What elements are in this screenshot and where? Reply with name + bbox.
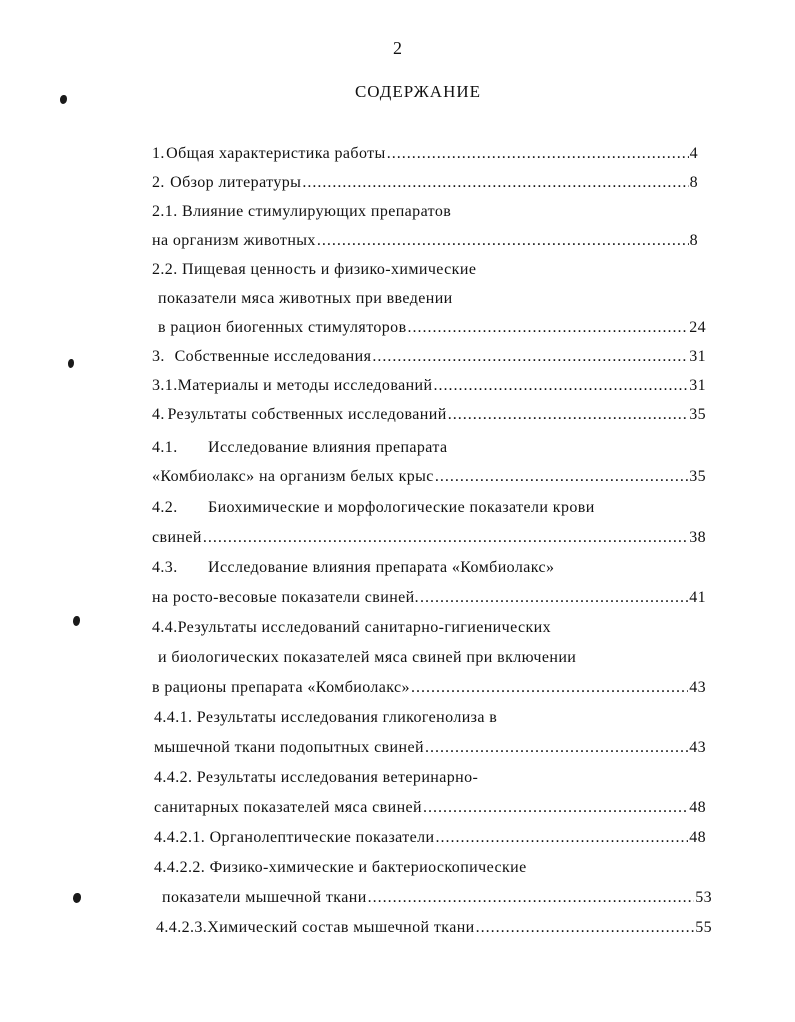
toc-page: 24 (689, 319, 706, 336)
toc-page: 41 (689, 589, 706, 606)
toc-entry[interactable] (152, 586, 706, 610)
toc-leader (436, 826, 689, 850)
toc-title: 2.1. Влияние стимулирующих препаратов (152, 203, 452, 220)
toc-page: 8 (689, 174, 698, 191)
toc-title: Исследование влияния препарата (208, 439, 448, 456)
toc-title: 2.2. Пищевая ценность и физико-химические (152, 261, 477, 278)
toc-entry[interactable] (152, 616, 551, 640)
toc-leader (420, 586, 688, 610)
toc-number: 4.1. (152, 439, 178, 456)
toc-number: 3. (152, 348, 165, 365)
toc-title: показатели мяса животных при введении (158, 290, 453, 307)
toc-title: мышечной ткани подопытных свиней (154, 739, 424, 756)
toc-title: 4.4.2.2. Физико-химические и бактериоскопические (154, 859, 527, 876)
toc-entry[interactable] (152, 436, 447, 460)
page-title: СОДЕРЖАНИЕ (354, 82, 482, 101)
toc-number: 3.1. (152, 377, 178, 394)
scan-speck (73, 616, 80, 626)
toc-leader (411, 676, 688, 700)
toc-title: в рацион биогенных стимуляторов (158, 319, 407, 336)
toc-title: «Комбиолакс» на организм белых крыс (152, 468, 434, 485)
toc-page: 8 (689, 232, 698, 249)
toc-entry[interactable] (154, 766, 478, 790)
page-number: 2 (393, 38, 402, 58)
toc-title: Результаты собственных исследований (167, 406, 447, 423)
toc-leader (423, 796, 688, 820)
toc-entry[interactable] (152, 403, 706, 427)
toc-entry[interactable] (152, 142, 698, 166)
toc-title: показатели мышечной ткани (162, 889, 367, 906)
toc-page: 43 (689, 739, 706, 756)
scan-speck (60, 95, 67, 104)
scan-speck (68, 359, 74, 368)
toc-entry[interactable] (152, 465, 706, 489)
toc-leader (476, 916, 695, 940)
toc-title: Исследование влияния препарата «Комбиолакс» (208, 559, 555, 576)
toc-title: Биохимические и морфологические показатели крови (208, 499, 595, 516)
toc-title: Материалы и методы исследований (177, 377, 433, 394)
toc-title: 4.4.2.3.Химический состав мышечной ткани (156, 919, 475, 936)
toc-number: 4.3. (152, 559, 178, 576)
toc-leader (302, 171, 688, 195)
toc-page: 43 (689, 679, 706, 696)
toc-leader (433, 374, 688, 398)
toc-page: 38 (689, 529, 706, 546)
scan-speck (73, 893, 81, 903)
toc-entry[interactable] (162, 886, 712, 910)
toc-page: 48 (689, 799, 706, 816)
toc-title: Обзор литературы (170, 174, 302, 191)
toc-number: 1. (152, 145, 165, 162)
toc-entry[interactable] (154, 706, 497, 730)
toc-title: санитарных показателей мяса свиней (154, 799, 422, 816)
toc-leader (203, 526, 688, 550)
toc-number: 4. (152, 406, 165, 423)
toc-entry[interactable] (152, 676, 706, 700)
toc-page: 55 (695, 919, 712, 936)
toc-leader (448, 403, 689, 427)
toc-leader (387, 142, 689, 166)
toc-entry[interactable] (152, 374, 706, 398)
toc-entry[interactable] (154, 856, 527, 880)
toc-title: 4.4.2.1. Органолептические показатели (154, 829, 435, 846)
toc-entry[interactable] (158, 316, 706, 340)
toc-page: 35 (689, 406, 706, 423)
toc-title: на организм животных (152, 232, 316, 249)
toc-leader (317, 229, 689, 253)
toc-leader (435, 465, 688, 489)
toc-title: свиней (152, 529, 202, 546)
toc-leader (425, 736, 688, 760)
toc-leader (368, 886, 695, 910)
toc-title: Собственные исследования (174, 348, 372, 365)
toc-leader (372, 345, 688, 369)
toc-page: 35 (689, 468, 706, 485)
toc-entry[interactable] (158, 646, 576, 670)
toc-title: в рационы препарата «Комбиолакс» (152, 679, 410, 696)
toc-entry[interactable] (152, 229, 698, 253)
toc-entry[interactable] (152, 200, 451, 224)
toc-entry[interactable] (152, 526, 706, 550)
toc-entry[interactable] (156, 916, 712, 940)
toc-title: на росто-весовые показатели свиней. (152, 589, 420, 606)
toc-entry[interactable] (152, 171, 698, 195)
toc-page: 31 (689, 348, 706, 365)
toc-entry[interactable] (152, 345, 706, 369)
toc-number: 4.2. (152, 499, 178, 516)
toc-entry[interactable] (152, 258, 476, 282)
toc-entry[interactable] (154, 796, 706, 820)
toc-title: 4.4.Результаты исследований санитарно-гигиенических (152, 619, 552, 636)
toc-entry[interactable] (154, 826, 706, 850)
toc-title: 4.4.1. Результаты исследования гликогенолиза в (154, 709, 498, 726)
toc-page: 53 (695, 889, 712, 906)
toc-title: и биологических показателей мяса свиней при включении (158, 649, 577, 666)
toc-title: 4.4.2. Результаты исследования ветеринарно- (154, 769, 479, 786)
toc-entry[interactable] (152, 556, 554, 580)
toc-entry[interactable] (152, 496, 595, 520)
toc-number: 2. (152, 174, 165, 191)
toc-page: 31 (689, 377, 706, 394)
toc-title: Общая характеристика работы (166, 145, 386, 162)
toc-entry[interactable] (158, 287, 453, 311)
toc-page: 4 (689, 145, 698, 162)
toc-page: 48 (689, 829, 706, 846)
toc-leader (408, 316, 689, 340)
toc-entry[interactable] (154, 736, 706, 760)
